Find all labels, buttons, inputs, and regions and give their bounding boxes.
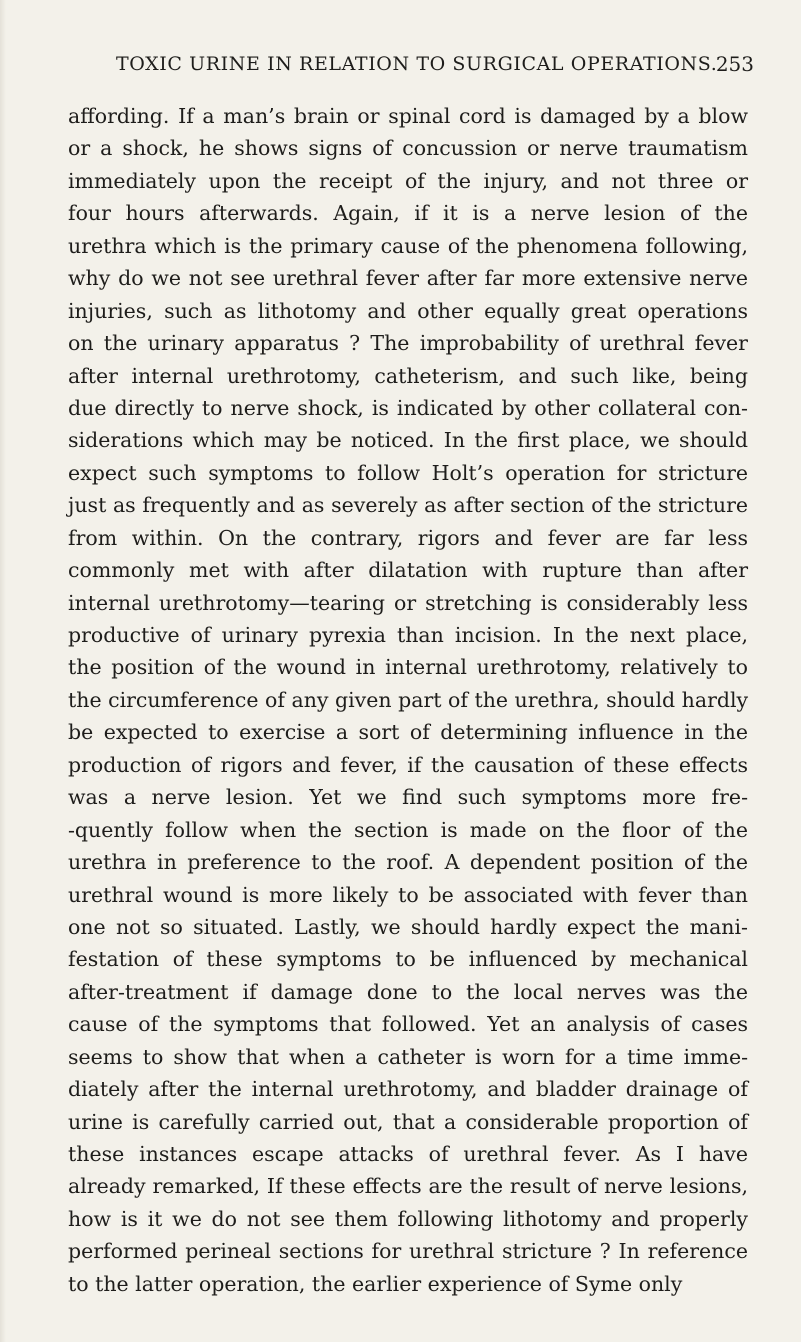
text-line: or a shock, he shows signs of concussion or nerve traumatism <box>68 136 748 161</box>
text-line: how is it we do not see them following lithotomy and properly <box>68 1206 748 1231</box>
text-line: to the latter operation, the earlier experience of Syme only <box>68 1271 683 1296</box>
text-line: just as frequently and as severely as after section of the stricture <box>68 493 748 518</box>
body-text <box>68 100 748 1300</box>
text-line: immediately upon the receipt of the injury, and not three or <box>68 168 748 193</box>
text-line: seems to show that when a catheter is worn for a time imme- <box>68 1044 748 1069</box>
text-line: injuries, such as lithotomy and other equally great operations <box>68 298 748 323</box>
scan-edge-shadow <box>0 0 6 1342</box>
text-line: internal urethrotomy—tearing or stretching is considerably less <box>68 590 748 615</box>
running-header <box>60 46 760 82</box>
text-line: production of rigors and fever, if the causation of these effects <box>68 752 748 777</box>
text-line: -quently follow when the section is made on the floor of the <box>68 817 748 842</box>
text-line: diately after the internal urethrotomy, and bladder drainage of <box>68 1077 748 1102</box>
text-line: the position of the wound in internal urethrotomy, relatively to <box>68 655 748 680</box>
text-line: from within. On the contrary, rigors and fever are far less <box>68 525 748 550</box>
text-line: due directly to nerve shock, is indicated by other collateral con- <box>68 395 748 420</box>
text-line: after internal urethrotomy, catheterism, and such like, being <box>68 363 748 388</box>
text-line: urethral wound is more likely to be associated with fever than <box>68 882 748 907</box>
text-line: productive of urinary pyrexia than incision. In the next place, <box>68 623 748 647</box>
text-line: affording. If a man’s brain or spinal cord is damaged by a blow <box>68 104 748 128</box>
text-line: was a nerve lesion. Yet we find such symptoms more fre- <box>68 785 748 810</box>
text-line: performed perineal sections for urethral stricture ? In reference <box>68 1239 748 1264</box>
running-title: TOXIC URINE IN RELATION TO SURGICAL OPERATIONS. <box>116 53 718 75</box>
text-line: commonly met with after dilatation with rupture than after <box>68 558 748 583</box>
text-line: these instances escape attacks of urethral fever. As I have <box>68 1142 748 1166</box>
text-line: four hours afterwards. Again, if it is a nerve lesion of the <box>68 201 748 226</box>
text-line: why do we not see urethral fever after far more extensive nerve <box>68 266 748 291</box>
text-line: siderations which may be noticed. In the first place, we should <box>68 428 748 453</box>
text-line: expect such symptoms to follow Holt’s operation for stricture <box>68 460 748 485</box>
text-line: urine is carefully carried out, that a considerable proportion of <box>68 1109 748 1134</box>
text-line: one not so situated. Lastly, we should hardly expect the mani- <box>68 914 748 939</box>
text-line: the circumference of any given part of the urethra, should hardly <box>68 687 749 712</box>
text-line: already remarked, If these effects are the result of nerve lesions, <box>68 1174 748 1199</box>
page-number: 253 <box>715 52 754 76</box>
text-line: be expected to exercise a sort of determining influence in the <box>68 720 748 745</box>
text-line: urethra in preference to the roof. A dependent position of the <box>68 850 748 875</box>
text-line: urethra which is the primary cause of the phenomena following, <box>68 233 748 258</box>
text-line: festation of these symptoms to be influenced by mechanical <box>68 947 748 972</box>
text-line: on the urinary apparatus ? The improbability of urethral fever <box>68 331 748 356</box>
text-line: cause of the symptoms that followed. Yet an analysis of cases <box>68 1012 748 1037</box>
text-line: after-treatment if damage done to the local nerves was the <box>68 979 748 1004</box>
